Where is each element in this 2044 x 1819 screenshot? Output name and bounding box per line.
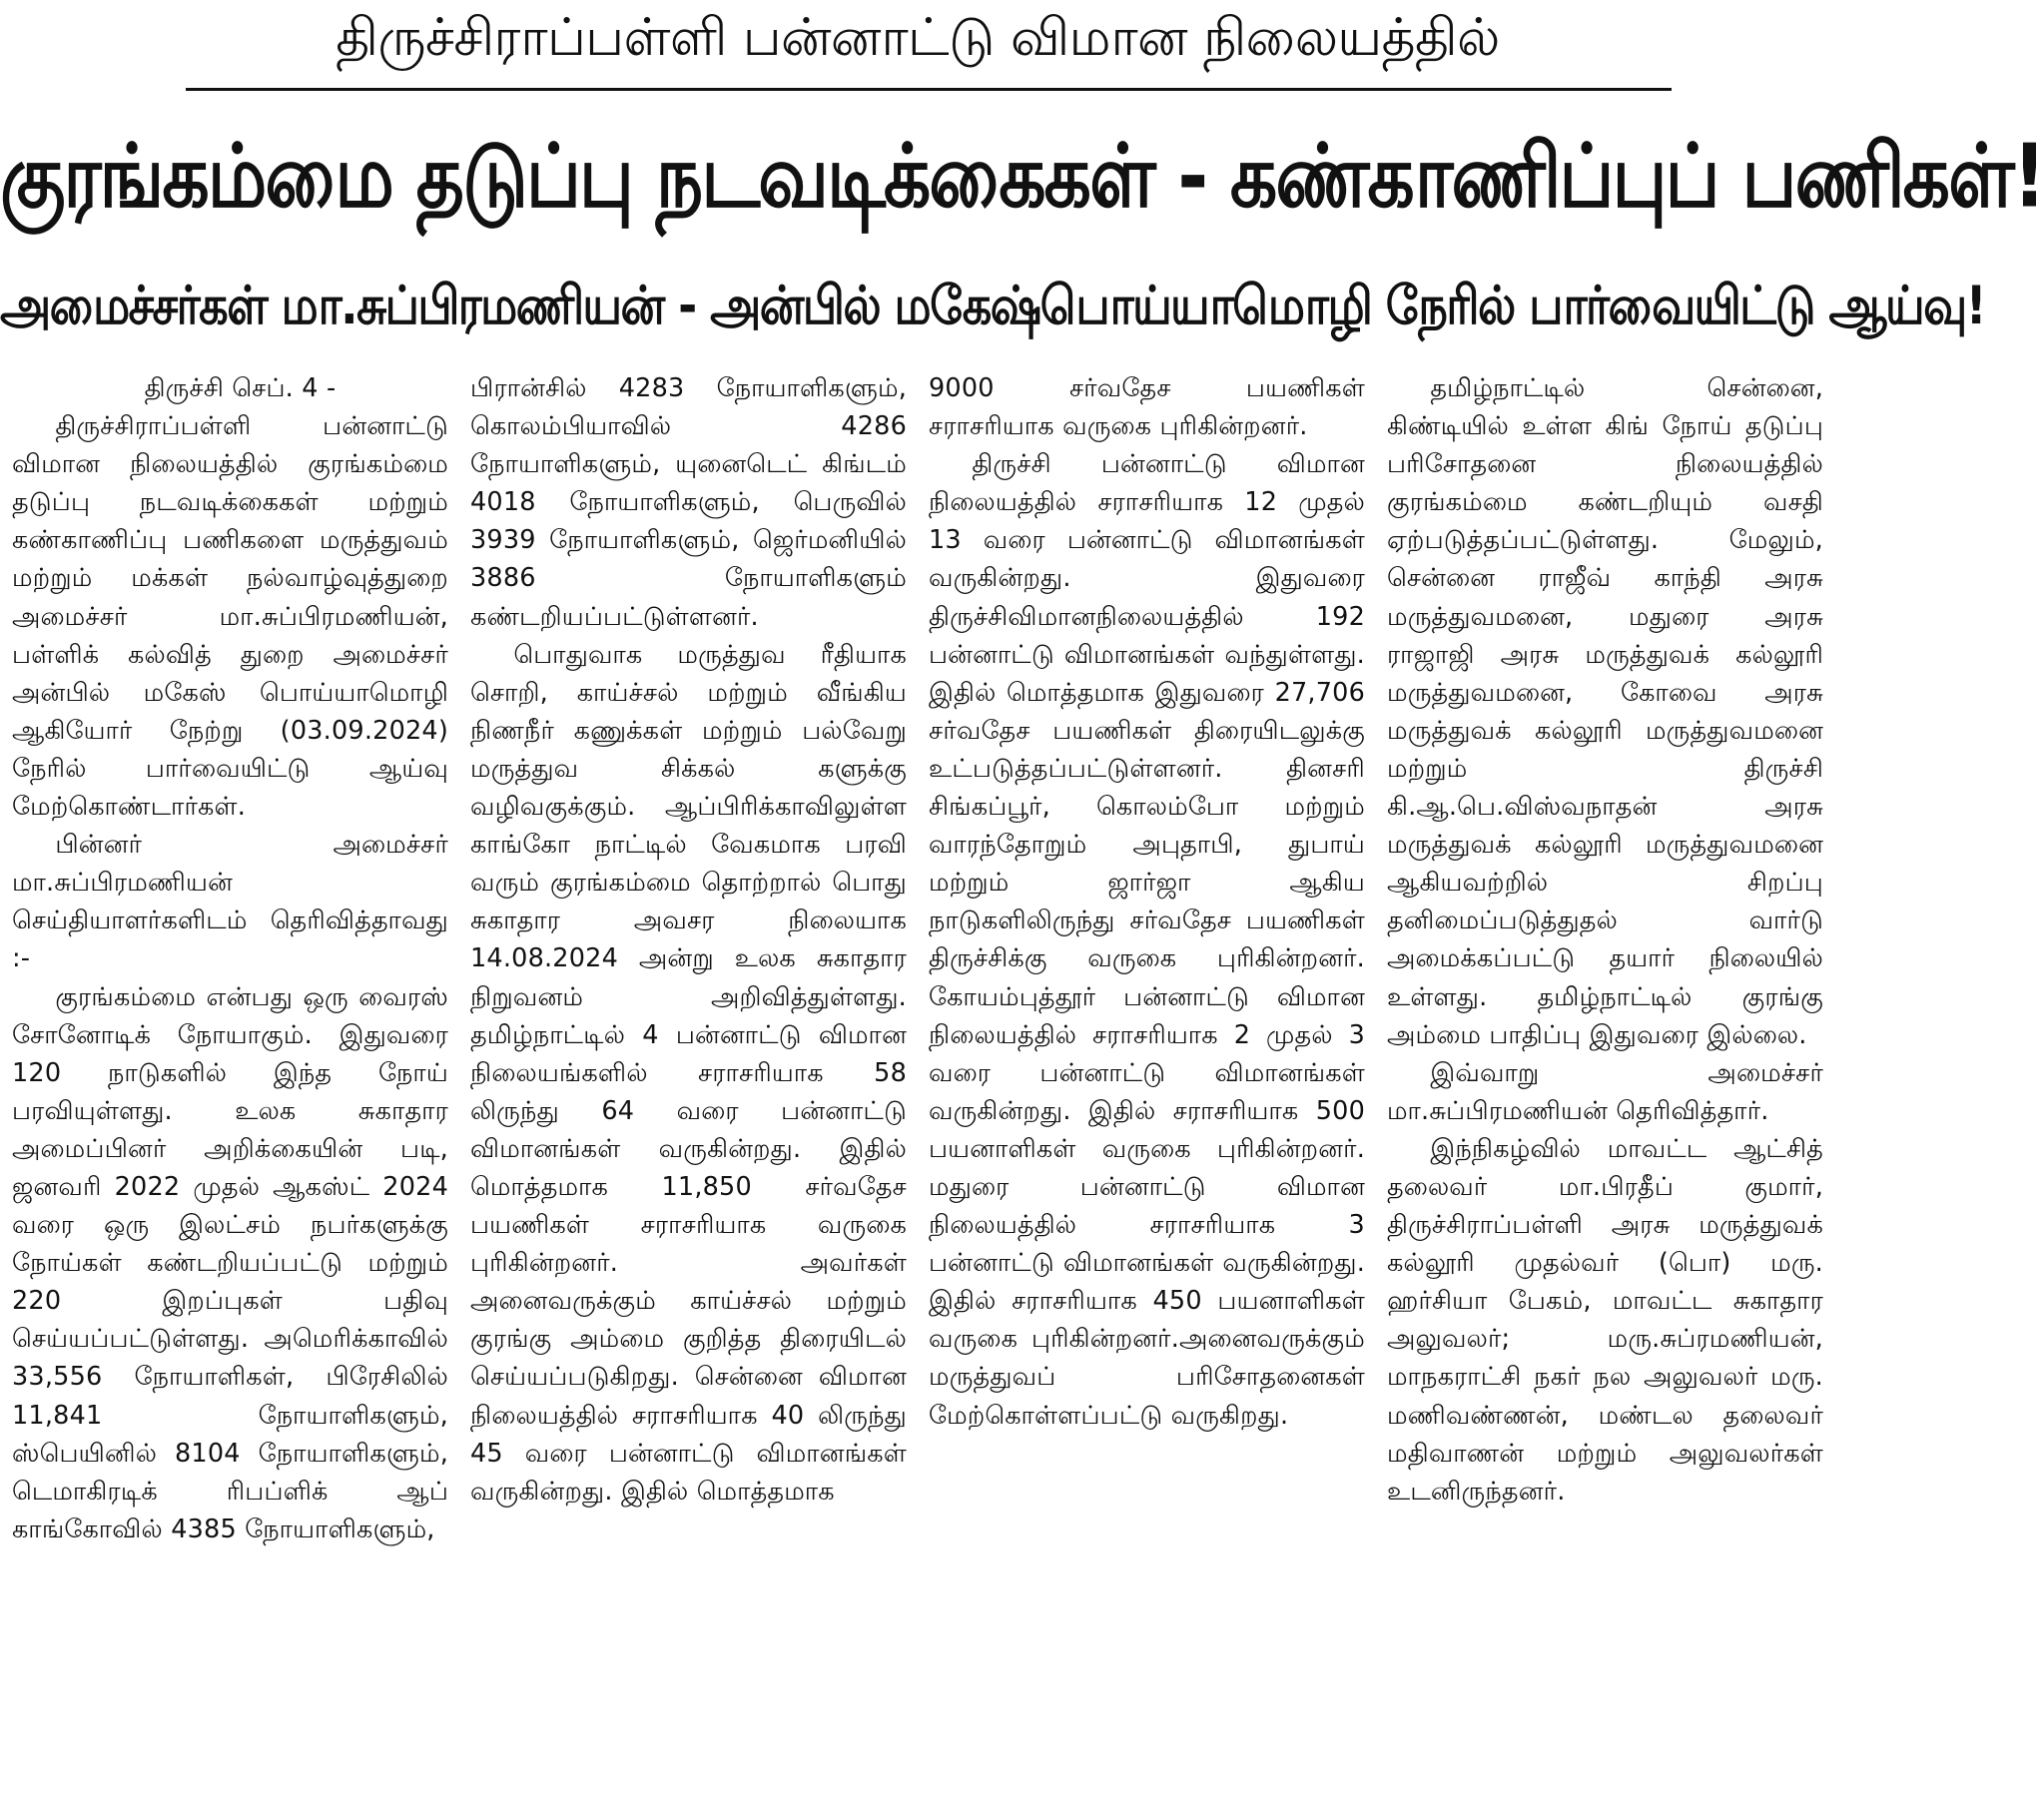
body-paragraph: தமிழ்நாட்டில் சென்னை, கிண்டியில் உள்ள கிங் நோய் தடுப்பு பரிசோதனை நிலையத்தில் குரங்கம்மை கண்டறியும் வசதி ஏற்படுத்தப்பட்டுள்ளது. மேலும், சென்னை ராஜீவ் காந்தி அரசு மருத்துவமனை, மதுரை அரசு ராஜாஜி அரசு மருத்துவக் கல்லூரி மருத்துவமனை, கோவை அரசு மருத்துவக் கல்லூரி மருத்துவமனை மற்றும் திருச்சி கி.ஆ.பெ.விஸ்வநாதன் அரசு மருத்துவக் கல்லூரி மருத்துவமனை ஆகியவற்றில் சிறப்பு தனிமைப்படுத்துதல் வார்டு அமைக்கப்பட்டு தயார் நிலையில் உள்ளது. தமிழ்நாட்டில் குரங்கு அம்மை பாதிப்பு இதுவரை இல்லை.	[1387, 373, 1823, 1050]
article-kicker: திருச்சிராப்பள்ளி பன்னாட்டு விமான நிலையத்தில்	[336, 8, 1500, 68]
article-column-1	[12, 369, 448, 1813]
dateline: திருச்சி செப். 4 -	[144, 373, 337, 403]
body-paragraph: இந்நிகழ்வில் மாவட்ட ஆட்சித் தலைவர் மா.பிரதீப் குமார், திருச்சிராப்பள்ளி அரசு மருத்துவக் கல்லூரி முதல்வர் (பொ) மரு. ஹர்சியா பேகம், மாவட்ட சுகாதார அலுவலர்; மரு.சுப்ரமணியன், மாநகராட்சி நகர் நல அலுவலர் மரு. மணிவண்ணன், மண்டல தலைவர் மதிவாணன் மற்றும் அலுவலர்கள் உடனிருந்தனர்.	[1387, 1133, 1823, 1507]
body-paragraph: பொதுவாக மருத்துவ ரீதியாக சொறி, காய்ச்சல் மற்றும் வீங்கிய நிணநீர் கணுக்கள் மற்றும் பல்வேறு மருத்துவ சிக்கல் களுக்கு வழிவகுக்கும். ஆப்பிரிக்காவிலுள்ள காங்கோ நாட்டில் வேகமாக பரவி வரும் குரங்கம்மை தொற்றால் பொது சுகாதார அவசர நிலையாக 14.08.2024 அன்று உலக சுகாதார நிறுவனம் அறிவித்துள்ளது. தமிழ்நாட்டில் 4 பன்னாட்டு விமான நிலையங்களில் சராசரியாக 58 லிருந்து 64 வரை பன்னாட்டு விமானங்கள் வருகின்றது. இதில் மொத்தமாக 11,850 சர்வதேச பயணிகள் சராசரியாக வருகை புரிகின்றனர். அவர்கள் அனைவருக்கும் காய்ச்சல் மற்றும் குரங்கு அம்மை குறித்த திரையிடல் செய்யப்படுகிறது. சென்னை விமான நிலையத்தில் சராசரியாக 40 லிருந்து 45 வரை பன்னாட்டு விமானங்கள் வருகின்றது. இதில் மொத்தமாக	[470, 639, 907, 1507]
body-paragraph: இவ்வாறு அமைச்சர் மா.சுப்பிரமணியன் தெரிவித்தார்.	[1387, 1057, 1823, 1126]
article-body	[12, 369, 1823, 1813]
kicker-underline	[186, 88, 1672, 91]
article-column-4	[1387, 369, 1823, 1813]
article-column-2	[470, 369, 907, 1813]
body-paragraph: குரங்கம்மை என்பது ஒரு வைரஸ் சோனோடிக் நோயாகும். இதுவரை 120 நாடுகளில் இந்த நோய் பரவியுள்ளது. உலக சுகாதார அமைப்பினர் அறிக்கையின் படி, ஜனவரி 2022 முதல் ஆகஸ்ட் 2024 வரை ஒரு இலட்சம் நபர்களுக்கு நோய்கள் கண்டறியப்பட்டு மற்றும் 220 இறப்புகள் பதிவு செய்யப்பட்டுள்ளது. அமெரிக்காவில் 33,556 நோயாளிகள், பிரேசிலில் 11,841 நோயாளிகளும், ஸ்பெயினில் 8104 நோயாளிகளும், டெமாகிரடிக் ரிபப்ளிக் ஆப் காங்கோவில் 4385 நோயாளிகளும்,	[12, 981, 448, 1544]
body-paragraph: திருச்சிராப்பள்ளி பன்னாட்டு விமான நிலையத்தில் குரங்கம்மை தடுப்பு நடவடிக்கைகள் மற்றும் கண்காணிப்பு பணிகளை மருத்துவம் மற்றும் மக்கள் நல்வாழ்வுத்துறை அமைச்சர் மா.சுப்பிரமணியன், பள்ளிக் கல்வித் துறை அமைச்சர் அன்பில் மகேஸ் பொய்யாமொழி ஆகியோர் நேற்று (03.09.2024) நேரில் பார்வையிட்டு ஆய்வு மேற்கொண்டார்கள்.	[12, 411, 448, 823]
article-headline: குரங்கம்மை தடுப்பு நடவடிக்கைகள் - கண்காணிப்புப் பணிகள்!	[0, 126, 2044, 228]
article-subheadline: அமைச்சர்கள் மா.சுப்பிரமணியன் - அன்பில் மகேஷ்பொய்யாமொழி நேரில் பார்வையிட்டு ஆய்வு!	[0, 274, 1986, 336]
body-paragraph: பிரான்சில் 4283 நோயாளிகளும், கொலம்பியாவில் 4286 நோயாளிகளும், யுனைடெட் கிங்டம் 4018 நோயாளிகளும், பெருவில் 3939 நோயாளிகளும், ஜெர்மனியில் 3886 நோயாளிகளும் கண்டறியப்பட்டுள்ளனர்.	[470, 373, 907, 632]
body-paragraph: திருச்சி பன்னாட்டு விமான நிலையத்தில் சராசரியாக 12 முதல் 13 வரை பன்னாட்டு விமானங்கள் வருகின்றது. இதுவரை திருச்சிவிமானநிலையத்தில் 192 பன்னாட்டு விமானங்கள் வந்துள்ளது. இதில் மொத்தமாக இதுவரை 27,706 சர்வதேச பயணிகள் திரையிடலுக்கு உட்படுத்தப்பட்டுள்ளனர். தினசரி சிங்கப்பூர், கொலம்போ மற்றும் வாரந்தோறும் அபுதாபி, துபாய் மற்றும் ஜார்ஜா ஆகிய நாடுகளிலிருந்து சர்வதேச பயணிகள் திருச்சிக்கு வருகை புரிகின்றனர். கோயம்புத்தூர் பன்னாட்டு விமான நிலையத்தில் சராசரியாக 2 முதல் 3 வரை பன்னாட்டு விமானங்கள் வருகின்றது. இதில் சராசரியாக 500 பயனாளிகள் வருகை புரிகின்றனர். மதுரை பன்னாட்டு விமான நிலையத்தில் சராசரியாக 3 பன்னாட்டு விமானங்கள் வருகின்றது. இதில் சராசரியாக 450 பயனாளிகள் வருகை புரிகின்றனர்.அனைவருக்கும் மருத்துவப் பரிசோதனைகள் மேற்கொள்ளப்பட்டு வருகிறது.	[929, 449, 1365, 1431]
body-paragraph: 9000 சர்வதேச பயணிகள் சராசரியாக வருகை புரிகின்றனர்.	[929, 373, 1365, 442]
article-column-3	[929, 369, 1365, 1813]
body-paragraph: பின்னர் அமைச்சர் மா.சுப்பிரமணியன் செய்தியாளர்களிடம் தெரிவித்தாவது :-	[12, 830, 448, 974]
